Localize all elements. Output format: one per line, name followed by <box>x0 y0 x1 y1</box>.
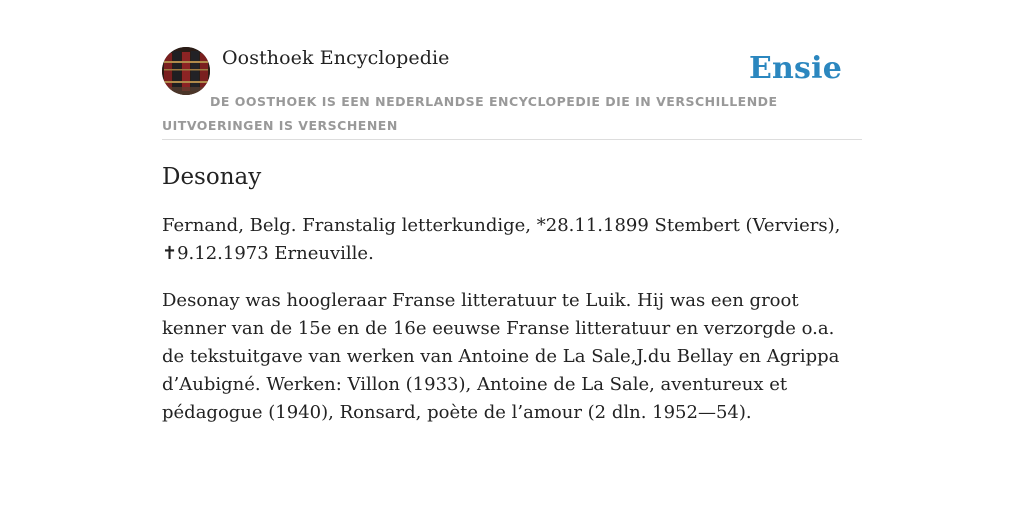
article-title: Desonay <box>162 164 262 190</box>
site-tagline: DE OOSTHOEK IS EEN NEDERLANDSE ENCYCLOPEDIE DIE IN VERSCHILLENDE UITVOERINGEN IS VERSCHENEN <box>162 94 778 133</box>
encyclopedia-books-icon[interactable] <box>162 47 210 95</box>
article-paragraph: Fernand, Belg. Franstalig letterkundige, *28.11.1899 Stembert (Verviers), ✝9.12.1973 Erneuville. <box>162 215 841 264</box>
site-header <box>162 45 862 140</box>
site-title[interactable]: Oosthoek Encyclopedie <box>222 47 450 69</box>
page-container <box>162 45 862 427</box>
article-paragraph: Desonay was hoogleraar Franse litteratuur te Luik. Hij was een groot kenner van de 15e en de 16e eeuwse Franse litteratuur en verzorgde o.a. de tekstuitgave van werken van Antoine de La Sale,J.du Bellay en Agrippa d’Aubigné. Werken: Villon (1933), Antoine de La Sale, aventureux et pédagogue (1940), Ronsard, poète de l’amour (2 dln. 1952—54). <box>162 290 840 423</box>
brand-logo[interactable]: Ensie <box>748 51 842 86</box>
